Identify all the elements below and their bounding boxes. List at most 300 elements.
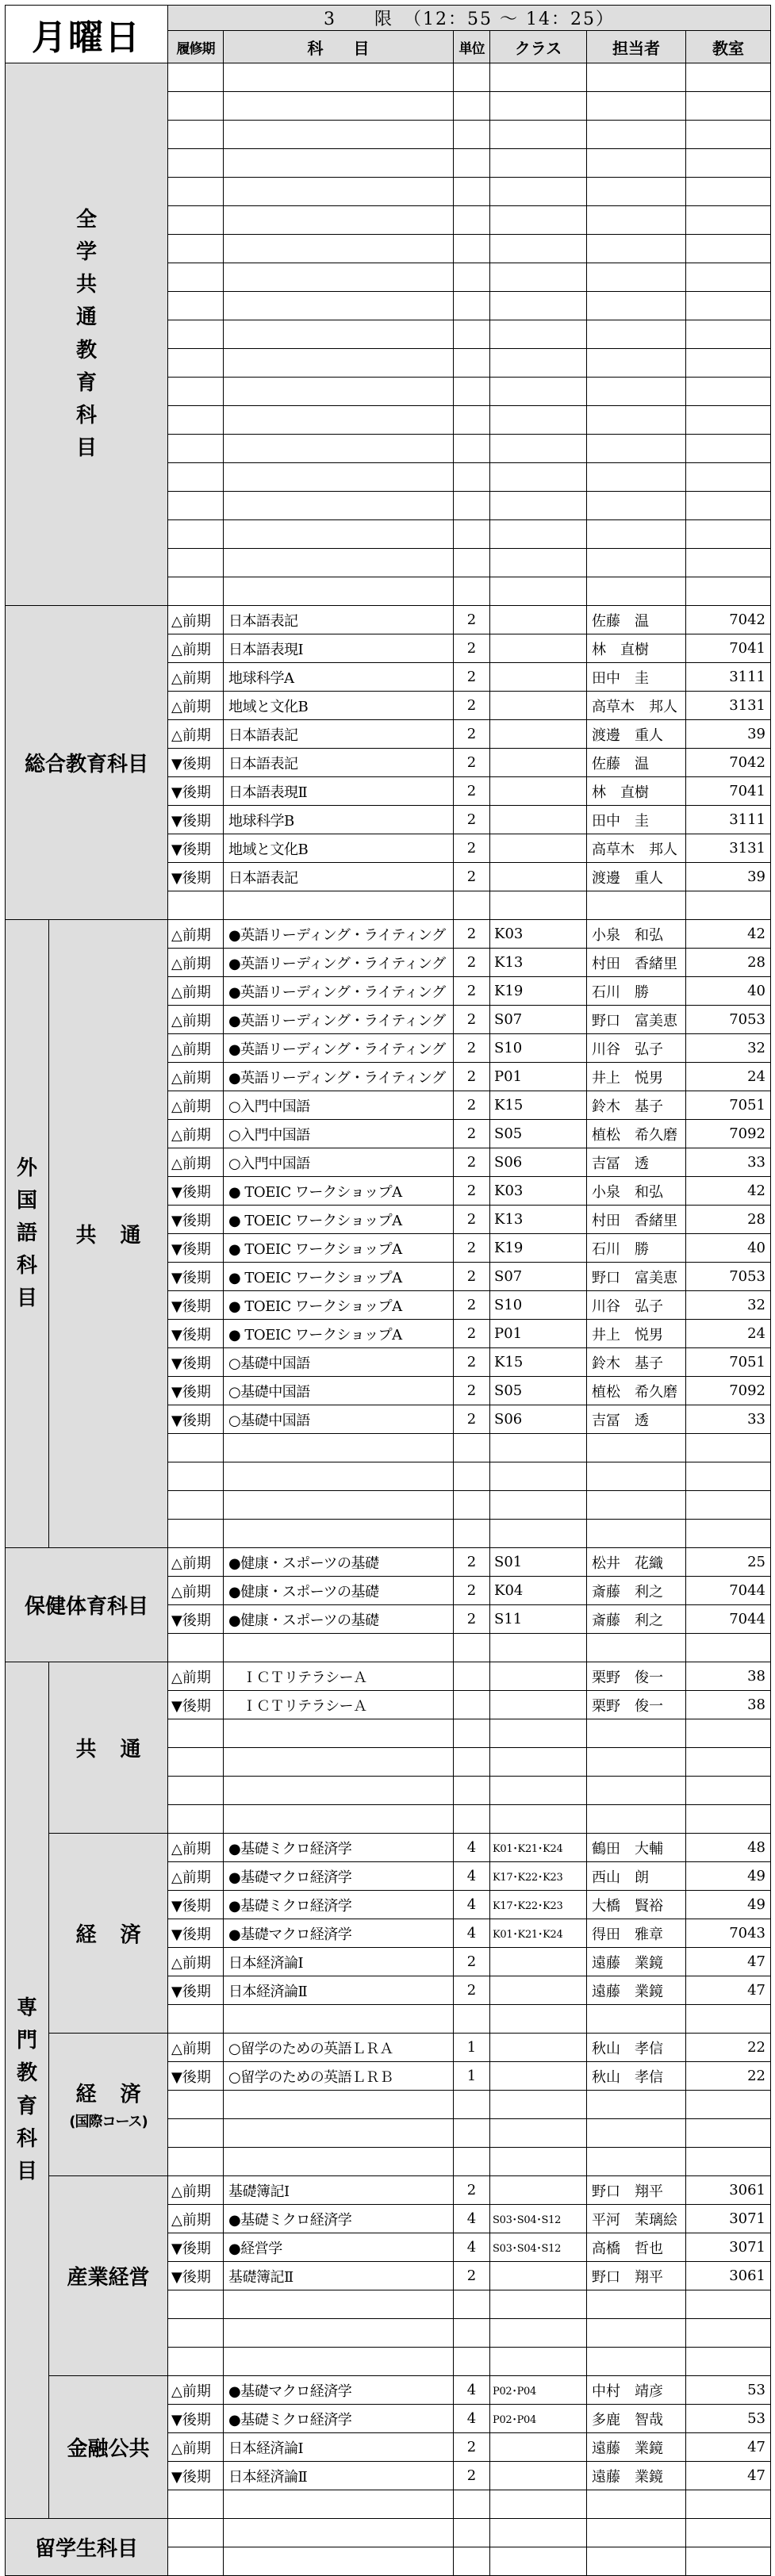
- subsection-senmon-sangyo-text: 産業経営: [67, 2266, 150, 2290]
- cell-class: [490, 2319, 587, 2348]
- section-zengaku-char: 全: [75, 208, 97, 232]
- cell-teacher: [587, 549, 686, 577]
- cell-room: [686, 1434, 771, 1462]
- cell-term: ▼後期: [168, 2062, 224, 2091]
- cell-class: [490, 2433, 587, 2462]
- cell-room: 7092: [686, 1120, 771, 1148]
- cell-class: [490, 520, 587, 549]
- cell-teacher: [587, 178, 686, 206]
- cell-class: K17･K22･K23: [490, 1891, 587, 1919]
- section-gaikokugo-char: 語: [16, 1221, 37, 1245]
- cell-room: 32: [686, 1291, 771, 1320]
- cell-units: 2: [454, 692, 490, 720]
- cell-subject: ●健康・スポーツの基礎: [224, 1577, 454, 1605]
- cell-teacher: [587, 520, 686, 549]
- cell-teacher: [587, 378, 686, 406]
- cell-term: [168, 63, 224, 92]
- cell-units: 2: [454, 1377, 490, 1405]
- cell-units: 2: [454, 1034, 490, 1063]
- cell-term: [168, 520, 224, 549]
- cell-units: 2: [454, 1348, 490, 1377]
- cell-room: 47: [686, 1976, 771, 2005]
- subsection-senmon-kyotsu-text: 共通: [75, 1738, 165, 1761]
- section-zengaku-char: 共: [75, 273, 97, 297]
- cell-term: [168, 2290, 224, 2319]
- cell-term: [168, 1748, 224, 1777]
- cell-room: 47: [686, 1948, 771, 1976]
- cell-units: 2: [454, 1976, 490, 2005]
- cell-class: [490, 692, 587, 720]
- cell-teacher: 西山 朗: [587, 1862, 686, 1891]
- cell-term: [168, 1434, 224, 1462]
- section-zengaku-text: [6, 204, 167, 465]
- cell-units: 1: [454, 2062, 490, 2091]
- cell-room: 3061: [686, 2176, 771, 2205]
- cell-room: 7051: [686, 1091, 771, 1120]
- cell-room: 24: [686, 1063, 771, 1091]
- cell-room: [686, 121, 771, 149]
- cell-units: [454, 435, 490, 463]
- cell-teacher: [587, 435, 686, 463]
- cell-subject: ●健康・スポーツの基礎: [224, 1605, 454, 1634]
- cell-room: 7053: [686, 1006, 771, 1034]
- cell-term: [168, 320, 224, 349]
- cell-subject: [224, 520, 454, 549]
- cell-subject: [224, 1520, 454, 1548]
- cell-class: [490, 663, 587, 692]
- cell-room: [686, 2519, 771, 2547]
- cell-subject: [224, 206, 454, 235]
- cell-units: 2: [454, 1405, 490, 1434]
- cell-room: [686, 1520, 771, 1548]
- cell-units: [454, 2490, 490, 2519]
- cell-units: [454, 2348, 490, 2376]
- cell-units: 2: [454, 977, 490, 1006]
- section-zengaku-char: 通: [75, 305, 97, 330]
- cell-units: [454, 1805, 490, 1834]
- empty-row: [6, 2519, 771, 2547]
- cell-term: △前期: [168, 606, 224, 634]
- cell-teacher: 佐藤 温: [587, 606, 686, 634]
- cell-room: 25: [686, 1548, 771, 1577]
- cell-room: 3131: [686, 834, 771, 863]
- cell-term: [168, 2319, 224, 2348]
- header-teacher: 担当者: [587, 31, 686, 63]
- cell-term: [168, 92, 224, 121]
- cell-class: [490, 1719, 587, 1748]
- cell-subject: [224, 178, 454, 206]
- cell-room: 53: [686, 2376, 771, 2405]
- cell-teacher: 植松 希久磨: [587, 1120, 686, 1148]
- cell-subject: ○基礎中国語: [224, 1405, 454, 1434]
- cell-term: [168, 549, 224, 577]
- cell-teacher: [587, 263, 686, 292]
- cell-class: S05: [490, 1120, 587, 1148]
- cell-teacher: 栗野 俊一: [587, 1691, 686, 1719]
- cell-teacher: [587, 320, 686, 349]
- header-room: 教室: [686, 31, 771, 63]
- cell-term: [168, 2091, 224, 2119]
- cell-room: 33: [686, 1405, 771, 1434]
- subsection-senmon-keizai: [49, 1834, 168, 2034]
- cell-teacher: 川谷 弘子: [587, 1034, 686, 1063]
- cell-room: 42: [686, 1177, 771, 1206]
- cell-room: 22: [686, 2034, 771, 2062]
- cell-units: 2: [454, 2433, 490, 2462]
- cell-teacher: [587, 2547, 686, 2576]
- cell-teacher: 松井 花織: [587, 1548, 686, 1577]
- cell-term: [168, 292, 224, 320]
- subsection-senmon-kinyu-text: 金融公共: [67, 2437, 150, 2461]
- cell-subject: [224, 891, 454, 920]
- cell-class: [490, 549, 587, 577]
- cell-subject: [224, 2348, 454, 2376]
- cell-term: [168, 206, 224, 235]
- subsection-senmon-keizai-text: 経済: [75, 1923, 165, 1947]
- cell-term: [168, 2490, 224, 2519]
- cell-teacher: 小泉 和弘: [587, 920, 686, 949]
- cell-room: [686, 235, 771, 263]
- cell-units: 4: [454, 2205, 490, 2233]
- cell-units: [454, 2547, 490, 2576]
- cell-room: [686, 1777, 771, 1805]
- cell-term: [168, 178, 224, 206]
- cell-units: [454, 63, 490, 92]
- cell-room: [686, 2348, 771, 2376]
- cell-teacher: 高草木 邦人: [587, 692, 686, 720]
- cell-teacher: 高橋 哲也: [587, 2233, 686, 2262]
- cell-teacher: 秋山 孝信: [587, 2062, 686, 2091]
- cell-class: [490, 720, 587, 749]
- cell-class: [490, 1748, 587, 1777]
- cell-subject: [224, 1805, 454, 1834]
- cell-teacher: 平河 茉璃絵: [587, 2205, 686, 2233]
- cell-term: [168, 349, 224, 378]
- cell-subject: 日本語表現Ⅱ: [224, 777, 454, 806]
- cell-room: [686, 2005, 771, 2034]
- cell-subject: ● TOEIC ワークショップA: [224, 1206, 454, 1234]
- cell-term: △前期: [168, 949, 224, 977]
- cell-units: [454, 1748, 490, 1777]
- cell-class: [490, 2348, 587, 2376]
- cell-class: [490, 92, 587, 121]
- cell-subject: ●英語リーディング・ライティング: [224, 1063, 454, 1091]
- cell-units: [454, 520, 490, 549]
- cell-class: [490, 63, 587, 92]
- cell-room: [686, 2290, 771, 2319]
- cell-room: [686, 2148, 771, 2176]
- cell-term: ▼後期: [168, 1348, 224, 1377]
- cell-teacher: [587, 2319, 686, 2348]
- cell-room: 3061: [686, 2262, 771, 2290]
- cell-term: [168, 235, 224, 263]
- cell-units: [454, 549, 490, 577]
- cell-subject: [224, 2290, 454, 2319]
- cell-term: △前期: [168, 663, 224, 692]
- cell-room: 32: [686, 1034, 771, 1063]
- cell-term: △前期: [168, 720, 224, 749]
- section-gaikokugo-char: 国: [16, 1188, 37, 1213]
- cell-room: 7042: [686, 606, 771, 634]
- cell-teacher: 植松 希久磨: [587, 1377, 686, 1405]
- cell-room: [686, 2091, 771, 2119]
- cell-class: K04: [490, 1577, 587, 1605]
- cell-units: 2: [454, 2176, 490, 2205]
- cell-units: 2: [454, 777, 490, 806]
- cell-teacher: 川谷 弘子: [587, 1291, 686, 1320]
- cell-class: [490, 292, 587, 320]
- cell-subject: 地域と文化B: [224, 692, 454, 720]
- cell-teacher: 野口 富美恵: [587, 1006, 686, 1034]
- table-row: [6, 1834, 771, 1862]
- cell-units: 4: [454, 1834, 490, 1862]
- cell-class: S07: [490, 1006, 587, 1034]
- cell-teacher: [587, 1777, 686, 1805]
- cell-term: △前期: [168, 1091, 224, 1120]
- cell-teacher: [587, 406, 686, 435]
- cell-class: [490, 1662, 587, 1691]
- cell-units: [454, 320, 490, 349]
- cell-teacher: [587, 577, 686, 606]
- cell-class: S06: [490, 1405, 587, 1434]
- cell-units: [454, 292, 490, 320]
- cell-units: [454, 263, 490, 292]
- cell-class: [490, 235, 587, 263]
- cell-subject: ●健康・スポーツの基礎: [224, 1548, 454, 1577]
- section-zengaku: [6, 63, 168, 606]
- cell-subject: ●基礎ミクロ経済学: [224, 2405, 454, 2433]
- cell-term: [168, 1719, 224, 1748]
- cell-class: [490, 1520, 587, 1548]
- cell-teacher: [587, 121, 686, 149]
- cell-class: [490, 463, 587, 492]
- cell-subject: ＩＣＴリテラシーＡ: [224, 1662, 454, 1691]
- section-gaikokugo-text: [6, 1152, 48, 1315]
- cell-room: [686, 1491, 771, 1520]
- cell-term: [168, 1491, 224, 1520]
- cell-term: ▼後期: [168, 2462, 224, 2490]
- cell-subject: [224, 1748, 454, 1777]
- cell-room: [686, 320, 771, 349]
- cell-subject: [224, 2148, 454, 2176]
- cell-units: [454, 577, 490, 606]
- day-title: 月曜日: [6, 6, 168, 63]
- cell-subject: [224, 63, 454, 92]
- cell-units: [454, 206, 490, 235]
- cell-units: 2: [454, 2462, 490, 2490]
- cell-class: [490, 634, 587, 663]
- cell-term: △前期: [168, 2376, 224, 2405]
- cell-room: 38: [686, 1662, 771, 1691]
- cell-subject: [224, 263, 454, 292]
- cell-teacher: 野口 富美恵: [587, 1263, 686, 1291]
- cell-class: [490, 178, 587, 206]
- cell-term: △前期: [168, 1662, 224, 1691]
- cell-class: K03: [490, 920, 587, 949]
- cell-subject: 基礎簿記Ⅰ: [224, 2176, 454, 2205]
- cell-term: △前期: [168, 2034, 224, 2062]
- cell-units: [454, 463, 490, 492]
- cell-term: ▼後期: [168, 1919, 224, 1948]
- cell-units: [454, 1719, 490, 1748]
- cell-class: [490, 806, 587, 834]
- cell-units: [454, 492, 490, 520]
- cell-teacher: 佐藤 温: [587, 749, 686, 777]
- cell-teacher: 大橋 賢裕: [587, 1891, 686, 1919]
- cell-class: K17･K22･K23: [490, 1862, 587, 1891]
- cell-room: 7041: [686, 634, 771, 663]
- cell-room: [686, 891, 771, 920]
- cell-room: 3071: [686, 2205, 771, 2233]
- cell-subject: [224, 2119, 454, 2148]
- cell-term: △前期: [168, 1577, 224, 1605]
- cell-term: △前期: [168, 1548, 224, 1577]
- cell-subject: [224, 320, 454, 349]
- subsection-gaikokugo-kyotsu-text: 共通: [75, 1224, 165, 1248]
- cell-teacher: 遠藤 業鏡: [587, 1948, 686, 1976]
- cell-term: [168, 2519, 224, 2547]
- cell-teacher: [587, 1634, 686, 1662]
- cell-teacher: 斎藤 利之: [587, 1605, 686, 1634]
- cell-room: 49: [686, 1891, 771, 1919]
- cell-units: 4: [454, 2405, 490, 2433]
- cell-teacher: 渡邊 重人: [587, 863, 686, 891]
- cell-term: △前期: [168, 1034, 224, 1063]
- cell-term: △前期: [168, 920, 224, 949]
- cell-term: ▼後期: [168, 1234, 224, 1263]
- cell-subject: [224, 1462, 454, 1491]
- section-senmon-char: 育: [16, 2094, 37, 2118]
- cell-class: [490, 349, 587, 378]
- cell-class: [490, 263, 587, 292]
- cell-subject: ●経営学: [224, 2233, 454, 2262]
- cell-subject: ● TOEIC ワークショップA: [224, 1177, 454, 1206]
- cell-units: [454, 2091, 490, 2119]
- cell-units: [454, 121, 490, 149]
- cell-subject: 日本語表記: [224, 720, 454, 749]
- cell-subject: 基礎簿記Ⅱ: [224, 2262, 454, 2290]
- cell-subject: ●基礎ミクロ経済学: [224, 1891, 454, 1919]
- cell-subject: [224, 2519, 454, 2547]
- cell-room: 40: [686, 1234, 771, 1263]
- cell-term: [168, 435, 224, 463]
- cell-term: [168, 1805, 224, 1834]
- cell-room: [686, 1805, 771, 1834]
- cell-units: 2: [454, 1091, 490, 1120]
- cell-class: [490, 406, 587, 435]
- section-zengaku-char: 学: [75, 240, 97, 265]
- cell-units: 2: [454, 1148, 490, 1177]
- section-sogo: 総合教育科目: [6, 606, 168, 920]
- section-gaikokugo-char: 科: [16, 1254, 37, 1278]
- cell-term: ▼後期: [168, 1891, 224, 1919]
- section-zengaku-char: 教: [75, 338, 97, 362]
- cell-teacher: [587, 2005, 686, 2034]
- cell-subject: ＩＣＴリテラシーＡ: [224, 1691, 454, 1719]
- cell-subject: ● TOEIC ワークショップA: [224, 1234, 454, 1263]
- cell-units: 1: [454, 2034, 490, 2062]
- cell-teacher: [587, 149, 686, 178]
- cell-room: 28: [686, 1206, 771, 1234]
- cell-term: [168, 492, 224, 520]
- period-label: 3 限 （12：55 ～ 14：25）: [168, 6, 771, 31]
- cell-subject: [224, 492, 454, 520]
- cell-units: [454, 1777, 490, 1805]
- cell-room: 3071: [686, 2233, 771, 2262]
- cell-term: [168, 2348, 224, 2376]
- cell-teacher: [587, 1462, 686, 1491]
- cell-room: [686, 292, 771, 320]
- cell-term: [168, 2148, 224, 2176]
- cell-room: 47: [686, 2433, 771, 2462]
- cell-room: [686, 178, 771, 206]
- cell-units: 2: [454, 634, 490, 663]
- cell-teacher: [587, 92, 686, 121]
- cell-term: △前期: [168, 2176, 224, 2205]
- cell-term: ▼後期: [168, 1206, 224, 1234]
- cell-term: [168, 378, 224, 406]
- cell-subject: [224, 1634, 454, 1662]
- cell-subject: ●基礎マクロ経済学: [224, 1862, 454, 1891]
- cell-class: [490, 2005, 587, 2034]
- cell-teacher: 石川 勝: [587, 1234, 686, 1263]
- cell-term: [168, 263, 224, 292]
- cell-teacher: [587, 2119, 686, 2148]
- table-row: [6, 2376, 771, 2405]
- cell-room: 40: [686, 977, 771, 1006]
- cell-term: [168, 577, 224, 606]
- cell-subject: [224, 149, 454, 178]
- cell-class: P02･P04: [490, 2405, 587, 2433]
- cell-class: [490, 1777, 587, 1805]
- cell-units: 2: [454, 920, 490, 949]
- cell-room: 38: [686, 1691, 771, 1719]
- cell-units: [454, 2319, 490, 2348]
- cell-room: [686, 263, 771, 292]
- cell-room: [686, 1462, 771, 1491]
- cell-units: 2: [454, 1548, 490, 1577]
- cell-term: △前期: [168, 977, 224, 1006]
- subsection-senmon-kinyu: [49, 2376, 168, 2519]
- cell-term: △前期: [168, 1948, 224, 1976]
- header-units: 単位: [454, 31, 490, 63]
- cell-teacher: [587, 2148, 686, 2176]
- cell-units: 2: [454, 949, 490, 977]
- cell-subject: ○基礎中国語: [224, 1377, 454, 1405]
- cell-room: 33: [686, 1148, 771, 1177]
- section-senmon-char: 教: [16, 2061, 37, 2086]
- cell-term: [168, 891, 224, 920]
- cell-room: 7042: [686, 749, 771, 777]
- cell-units: [454, 406, 490, 435]
- cell-room: [686, 2547, 771, 2576]
- cell-subject: [224, 1491, 454, 1520]
- cell-units: 4: [454, 2376, 490, 2405]
- cell-subject: 日本経済論Ⅱ: [224, 2462, 454, 2490]
- cell-class: [490, 2091, 587, 2119]
- cell-class: [490, 206, 587, 235]
- cell-teacher: 石川 勝: [587, 977, 686, 1006]
- subsection-gaikokugo-kyotsu: [49, 920, 168, 1548]
- cell-subject: [224, 378, 454, 406]
- cell-subject: ●基礎ミクロ経済学: [224, 2205, 454, 2233]
- cell-room: 7043: [686, 1919, 771, 1948]
- cell-class: [490, 435, 587, 463]
- cell-subject: ● TOEIC ワークショップA: [224, 1291, 454, 1320]
- cell-units: 4: [454, 1891, 490, 1919]
- cell-teacher: [587, 292, 686, 320]
- cell-room: [686, 577, 771, 606]
